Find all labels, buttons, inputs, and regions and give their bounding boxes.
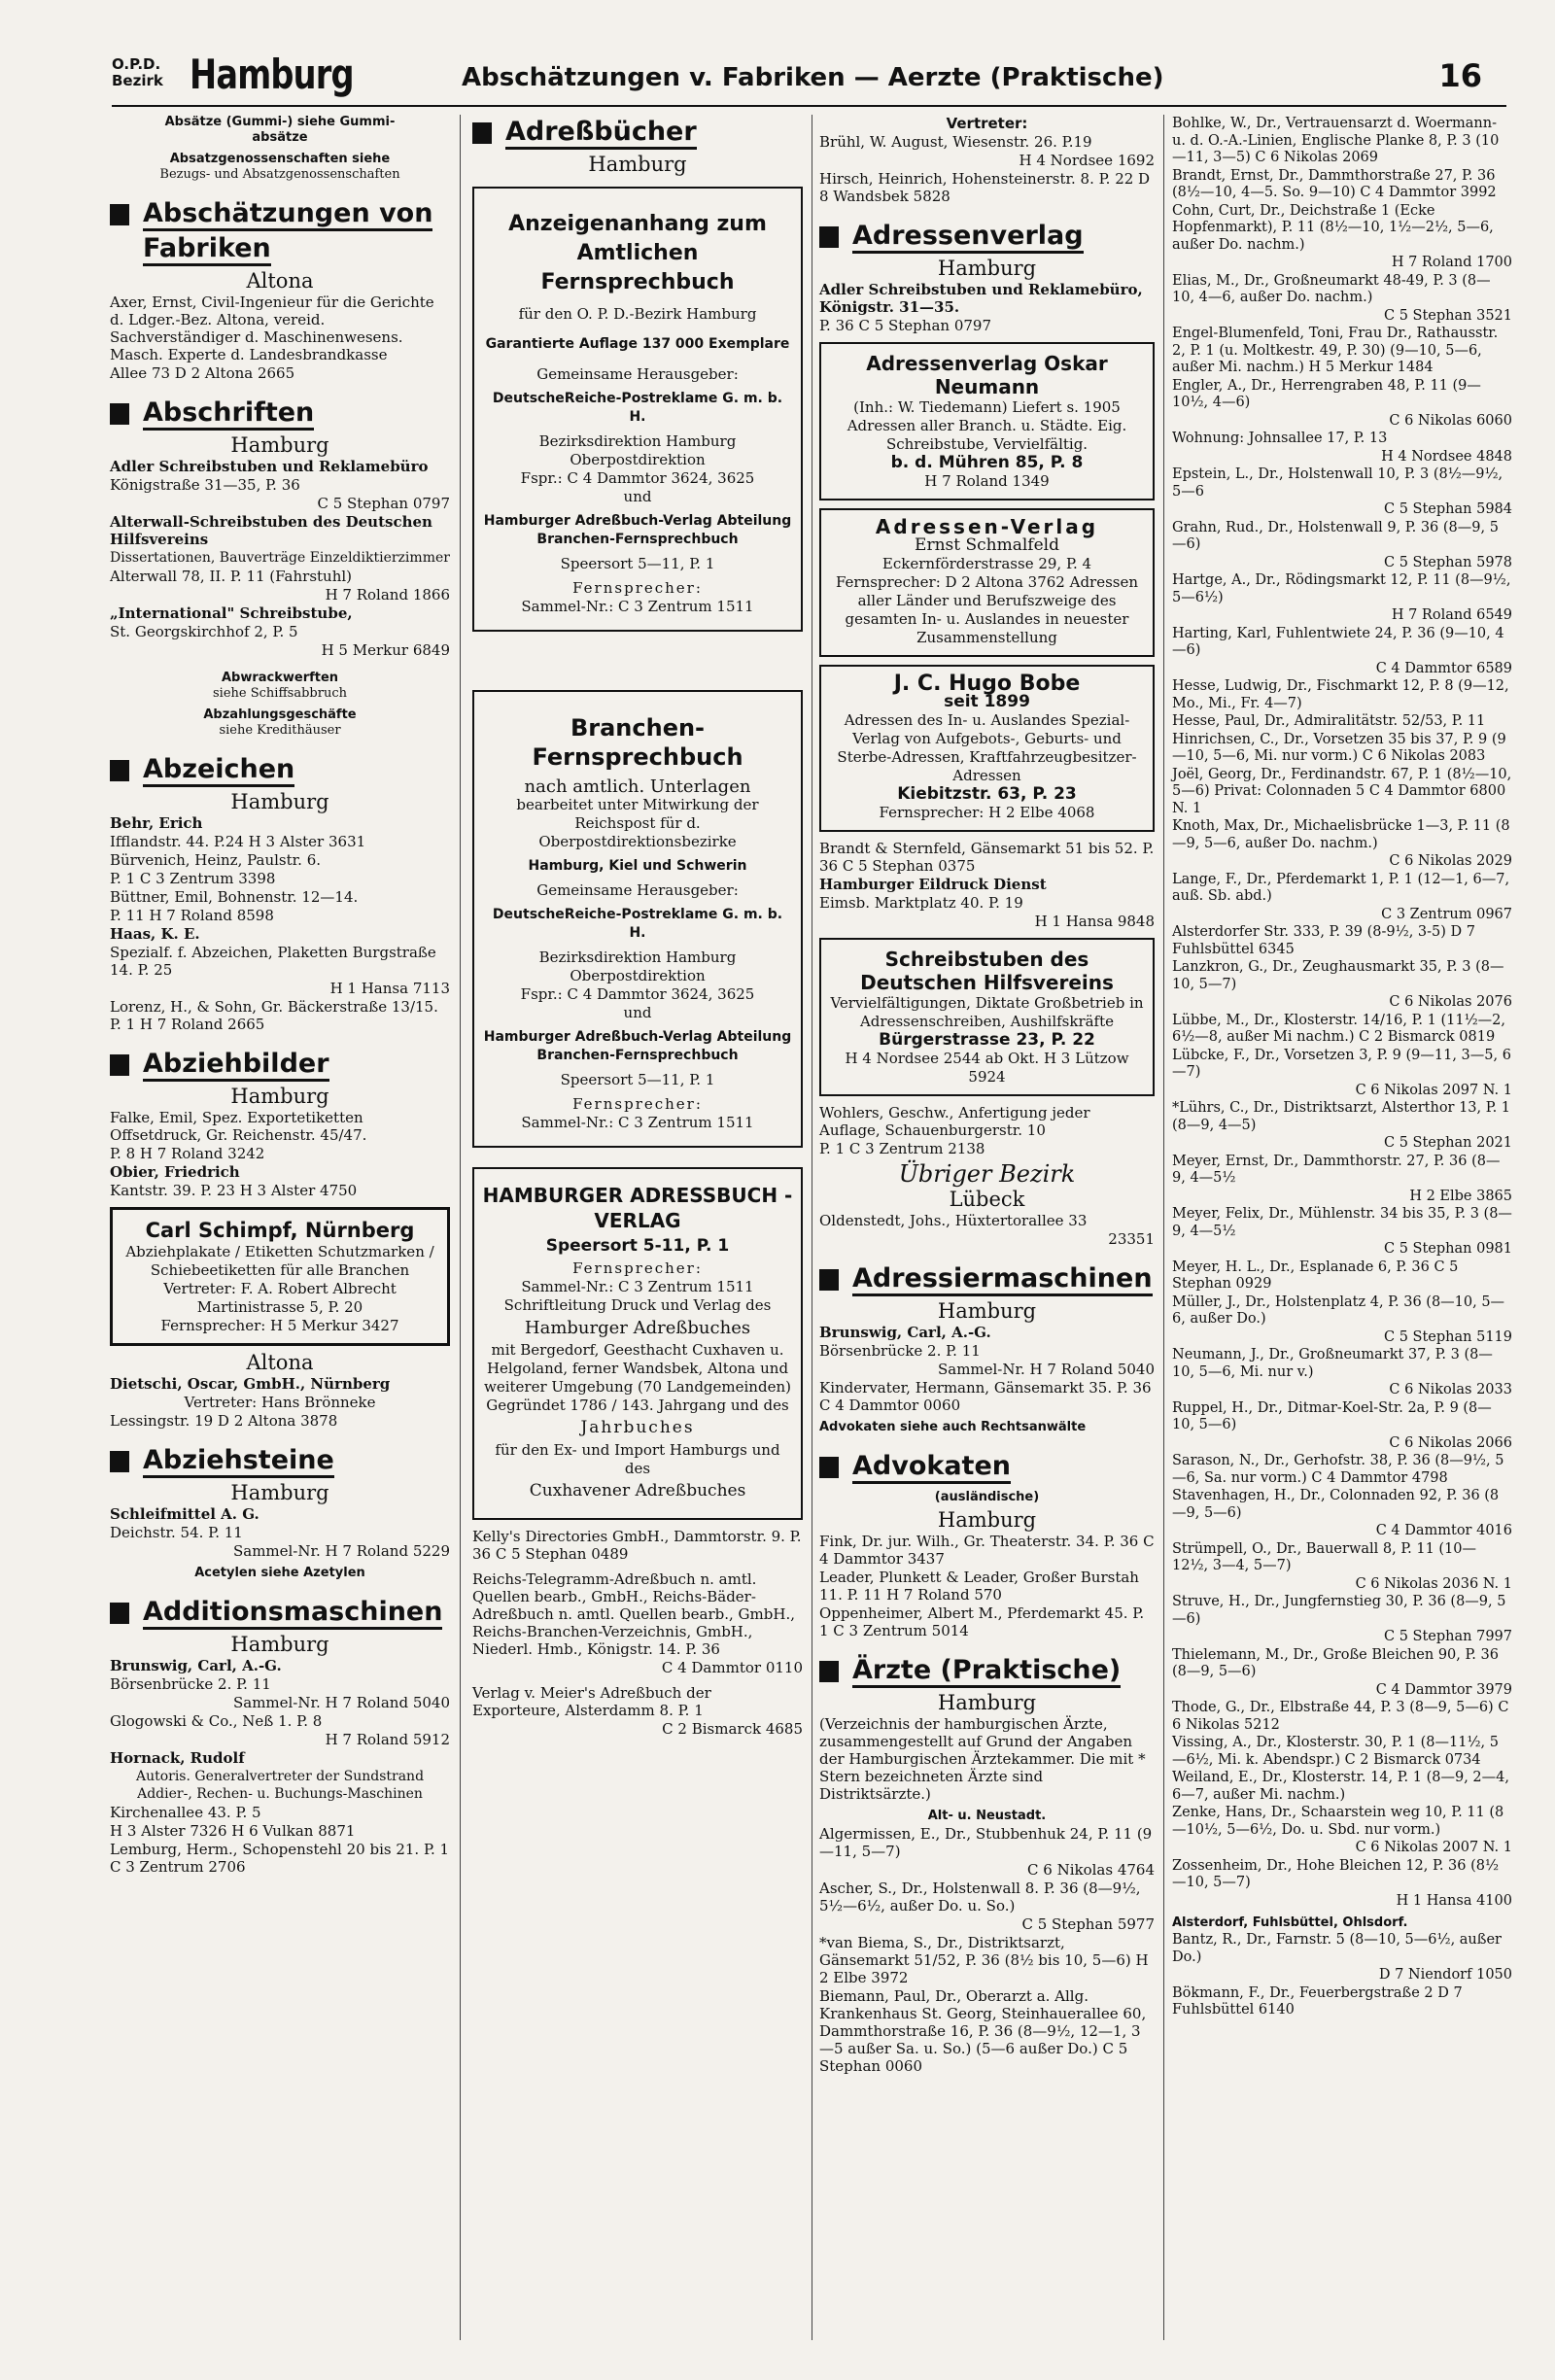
entry-elias-phone: C 5 Stephan 3521 xyxy=(1384,307,1512,324)
entry-brunswig: Brunswig, Carl, A.-G. xyxy=(819,1324,991,1341)
city-heading: Hamburg xyxy=(230,1633,329,1656)
column-divider-3 xyxy=(1163,115,1164,2340)
column-1 xyxy=(110,115,450,1877)
entry-international: „International" Schreibstube, xyxy=(110,604,353,622)
entry-engler-phone: C 6 Nikolas 6060 xyxy=(1389,412,1512,429)
entry-struve: Struve, H., Dr., Jungfernstieg 30, P. 36 (8—9, 5—6) xyxy=(1172,1594,1506,1627)
entry-mueller: Müller, J., Dr., Holstenplatz 4, P. 36 (8—10, 5—6, außer Do.) xyxy=(1172,1293,1505,1327)
entry-zossenheim-phone: H 1 Hansa 4100 xyxy=(1396,1892,1512,1909)
entry-oppenheimer: Oppenheimer, Albert M., Pferdemarkt 45. P. 1 C 3 Zentrum 5014 xyxy=(819,1604,1145,1639)
ad-box-neumann: Adressenverlag Oskar Neumann (Inh.: W. Tiedemann) Liefert s. 1905 Adressen aller Branch. u. Städte. Eig. Schreibstube, Vervielfältig. b. d. Mühren 85, P. 8 H 7 Roland 1349 xyxy=(819,342,1155,500)
entry-oldenstedt-phone: 23351 xyxy=(1108,1230,1155,1248)
entry-behr: Behr, Erich xyxy=(110,814,203,832)
entry-meier-phone: C 2 Bismarck 4685 xyxy=(662,1720,803,1738)
entry-wohlers-phone: P. 1 C 3 Zentrum 2138 xyxy=(819,1140,985,1157)
entry-brandt-sternfeld: Brandt & Sternfeld, Gänsemarkt 51 bis 52. P. 36 C 5 Stephan 0375 xyxy=(819,840,1155,875)
entry-zenke-phone: C 6 Nikolas 2007 N. 1 xyxy=(1355,1840,1512,1855)
entry-international-phone: H 5 Merkur 6849 xyxy=(321,641,450,659)
entry-thielemann: Thielemann, M., Dr., Große Bleichen 90, P. 36 (8—9, 5—6) xyxy=(1172,1646,1499,1679)
entry-schleifmittel: Schleifmittel A. G. xyxy=(110,1505,259,1523)
city-heading: Hamburg xyxy=(230,433,329,457)
entry-eildruck-address: Eimsb. Marktplatz 40. P. 19 xyxy=(819,894,1023,912)
entry-dietschi-rep: Vertreter: Hans Brönneke xyxy=(184,1394,376,1411)
city-heading: Altona xyxy=(246,1351,314,1374)
entry-thielemann-phone: C 4 Dammtor 3979 xyxy=(1375,1681,1512,1698)
entry-wohlers: Wohlers, Geschw., Anfertigung jeder Auflage, Schauenburgerstr. 10 xyxy=(819,1104,1090,1139)
entry-alterwall-desc: Dissertationen, Bauverträge Einzeldiktierzimmer xyxy=(110,550,450,566)
ad-branchen-title: Branchen-Fernsprechbuch xyxy=(532,714,743,771)
entry-grahn: Grahn, Rud., Dr., Holstenwall 9, P. 36 (8—9, 5—6) xyxy=(1172,519,1499,552)
entry-adler-phone: C 5 Stephan 0797 xyxy=(317,495,450,512)
entry-buettner: Büttner, Emil, Bohnenstr. 12—14. xyxy=(110,888,359,906)
entry-kindervater: Kindervater, Hermann, Gänsemarkt 35. P. 36 C 4 Dammtor 0060 xyxy=(819,1379,1152,1414)
entry-falke: Falke, Emil, Spez. Exportetiketten Offsetdruck, Gr. Reichenstr. 45/47. xyxy=(110,1109,367,1144)
ref-abzahlungsgeschaefte: Abzahlungsgeschäfte siehe Kredithäuser xyxy=(203,707,357,738)
entry-engler: Engler, A., Dr., Herrengraben 48, P. 11 (9—10½, 4—6) xyxy=(1172,377,1481,410)
entry-grahn-phone: C 5 Stephan 5978 xyxy=(1384,554,1512,570)
entry-joel: Joël, Georg, Dr., Ferdinandstr. 67, P. 1 (8½—10, 5—6) Privat: Colonnaden 5 C 4 Dammtor 6800 N. 1 xyxy=(1172,766,1512,816)
ad-schimpf-phone: Fernsprecher: H 5 Merkur 3427 xyxy=(160,1317,399,1334)
entry-engler-wohnung: Wohnung: Johnsallee 17, P. 13 xyxy=(1172,431,1388,446)
vertreter-heading: Vertreter: xyxy=(946,115,1028,132)
entry-hornack-desc: Autoris. Generalvertreter der Sundstrand Addier-, Rechen- u. Buchungs-Maschinen xyxy=(135,1769,425,1802)
entry-eildruck: Hamburger Eildruck Dienst xyxy=(819,876,1047,893)
entry-cohn-phone: H 7 Roland 1700 xyxy=(1391,255,1512,270)
entry-bohlke: Bohlke, W., Dr., Vertrauensarzt d. Woermann- u. d. O.-A.-Linien, Englische Planke 8, P. 3 (10—11, 3—5) C 6 Nikolas 2069 xyxy=(1172,116,1500,165)
entry-luebbe: Lübbe, M., Dr., Klosterstr. 14/16, P. 1 (11½—2, 6½—8, außer Mi nachm.) C 2 Bismarck 0819 xyxy=(1172,1012,1505,1045)
section-abziehbilder: Abziehbilder xyxy=(110,1047,450,1082)
entry-meyer-felix-phone: C 5 Stephan 0981 xyxy=(1384,1241,1512,1257)
section-adressbuecher: Adreßbücher xyxy=(472,115,803,150)
entry-meyer-felix: Meyer, Felix, Dr., Mühlenstr. 34 bis 35, P. 3 (8—9, 4—5½ xyxy=(1172,1206,1512,1239)
entry-alterwall-phone: H 7 Roland 1866 xyxy=(325,586,450,604)
entry-axer: Axer, Ernst, Civil-Ingenieur für die Gerichte d. Ldger.-Bez. Altona, vereid. Sachverständiger d. Maschinenwesens. Masch. Experte d. Landesbrandkasse xyxy=(110,293,434,363)
entry-reichs: Reichs-Telegramm-Adreßbuch n. amtl. Quellen bearb., GmbH., Reichs-Bäder-Adreßbuch n. amtl. Quellen bearb., GmbH., Reichs-Branchen-Verzeichnis, GmbH., Niederl. Hmb., Königstr. 14. P. 36 xyxy=(472,1570,795,1658)
column-3 xyxy=(819,115,1155,2076)
ad-anzeigenanhang-title: Anzeigenanhang zum Amtlichen Fernsprechbuch xyxy=(508,212,767,294)
entry-schleifmittel-phone: Sammel-Nr. H 7 Roland 5229 xyxy=(232,1542,450,1560)
ad-schimpf-rep: Vertreter: F. A. Robert Albrecht Martinistrasse 5, P. 20 xyxy=(163,1280,397,1316)
entry-weiland: Weiland, E., Dr., Klosterstr. 14, P. 1 (8—9, 2—4, 6—7, außer Mi. nachm.) xyxy=(1172,1770,1509,1803)
entry-ascher: Ascher, S., Dr., Holstenwall 8. P. 36 (8—9½, 5½—6½, außer Do. u. So.) xyxy=(819,1880,1141,1914)
section-advokaten: Advokaten xyxy=(819,1449,1155,1484)
entry-glogowski-phone: H 7 Roland 5912 xyxy=(325,1731,450,1748)
entry-international-address: St. Georgskirchhof 2, P. 5 xyxy=(110,623,298,640)
column-divider-1 xyxy=(460,115,461,2340)
ad-box-adressbuch-verlag: HAMBURGER ADRESSBUCH - VERLAG Speersort 5-11, P. 1 Fernsprecher: Sammel-Nr.: C 3 Zentrum 1511 Schriftleitung Druck und Verlag des Hamburger Adreßbuches mit Bergedorf, Geesthacht Cuxhaven u. Helgoland, ferner Wandsbek, Altona und weiterer Umgebung (70 Landgemeinden) Gegründet 1786 / 143. Jahrgang und des Jahrbuches für den Ex- und Import Hamburgs und des Cuxhavener Adreßbuches xyxy=(472,1167,803,1520)
section-abziehsteine: Abziehsteine xyxy=(110,1443,450,1478)
entry-zossenheim: Zossenheim, Dr., Hohe Bleichen 12, P. 36 (8½—10, 5—7) xyxy=(1172,1857,1500,1890)
entry-haas-phone: H 1 Hansa 7113 xyxy=(329,980,450,997)
ad-anzeigenanhang-auflage: Garantierte Auflage 137 000 Exemplare xyxy=(485,336,790,352)
section-aerzte: Ärzte (Praktische) xyxy=(819,1653,1155,1688)
entry-meyer-hl: Meyer, H. L., Dr., Esplanade 6, P. 36 C 5 Stephan 0929 xyxy=(1172,1259,1459,1292)
entry-hesse-ludwig: Hesse, Ludwig, Dr., Fischmarkt 12, P. 8 (9—12, Mo., Mi., Fr. 4—7) xyxy=(1172,678,1509,711)
ad-box-hilfsverein: Schreibstuben des Deutschen Hilfsvereins Vervielfältigungen, Diktate Großbetrieb in Adressenschreiben, Aushilfskräfte Bürgerstrasse 23, P. 22 H 4 Nordsee 2544 ab Okt. H 3 Lützow 5924 xyxy=(819,938,1155,1096)
entry-adler: Adler Schreibstuben und Reklamebüro, Königstr. 31—35. xyxy=(819,281,1143,316)
entry-dietschi: Dietschi, Oscar, GmbH., Nürnberg xyxy=(110,1375,391,1393)
entry-harting-phone: C 4 Dammtor 6589 xyxy=(1375,660,1512,676)
header-title: Abschätzungen v. Fabriken — Aerzte (Praktische) xyxy=(462,63,1164,92)
entry-obier-address: Kantstr. 39. P. 23 H 3 Alster 4750 xyxy=(110,1182,358,1199)
entry-stavenhagen: Stavenhagen, H., Dr., Colonnaden 92, P. 36 (8—9, 5—6) xyxy=(1172,1488,1500,1521)
entry-hesse-paul: Hesse, Paul, Dr., Admiralitätstr. 52/53, P. 11 xyxy=(1172,713,1486,729)
ad-box-schmalfeld: Adressen-Verlag Ernst Schmalfeld Eckernförderstrasse 29, P. 4 Fernsprecher: D 2 Altona 3762 Adressen aller Länder und Berufszweige des gesamten In- u. Auslandes in neuester Zusammenstellung xyxy=(819,508,1155,657)
entry-vissing: Vissing, A., Dr., Klosterstr. 30, P. 1 (8—11½, 5—6½, Mi. k. Abendspr.) C 2 Bismarck 0734 xyxy=(1172,1735,1499,1768)
city-heading: Altona xyxy=(246,269,314,293)
entry-kelly: Kelly's Directories GmbH., Dammtorstr. 9. P. 36 C 5 Stephan 0489 xyxy=(472,1528,802,1563)
entry-struempell-phone: C 6 Nikolas 2036 N. 1 xyxy=(1355,1575,1512,1592)
city-heading: Hamburg xyxy=(937,1508,1037,1532)
entry-schleifmittel-address: Deichstr. 54. P. 11 xyxy=(110,1524,243,1541)
page-header xyxy=(112,51,1482,105)
entry-glogowski: Glogowski & Co., Neß 1. P. 8 xyxy=(110,1712,323,1730)
entry-elias: Elias, M., Dr., Großneumarkt 48-49, P. 3 (8—10, 4—6, außer Do. nachm.) xyxy=(1172,272,1491,305)
entry-alterwall: Alterwall-Schreibstuben des Deutschen Hilfsvereins xyxy=(110,513,432,548)
entry-adler: Adler Schreibstuben und Reklamebüro xyxy=(110,458,429,475)
ad-verlag-title: HAMBURGER ADRESSBUCH - VERLAG xyxy=(482,1184,793,1232)
entry-bantz: Bantz, R., Dr., Farnstr. 5 (8—10, 5—6½, außer Do.) xyxy=(1172,1932,1502,1965)
header-city: Hamburg xyxy=(190,51,354,98)
entry-brunswig-phone: Sammel-Nr. H 7 Roland 5040 xyxy=(232,1694,450,1711)
entry-cohn: Cohn, Curt, Dr., Deichstraße 1 (Ecke Hopfenmarkt), P. 11 (8½—10, 1½—2½, 5—6, außer Do. nachm.) xyxy=(1172,202,1494,253)
city-heading: Hamburg xyxy=(230,1085,329,1108)
entry-lanzkron: Lanzkron, G., Dr., Zeughausmarkt 35, P. 3 (8—10, 5—7) xyxy=(1172,959,1504,992)
section-additionsmaschinen: Additionsmaschinen xyxy=(110,1595,450,1630)
page-number: 16 xyxy=(1438,57,1482,94)
entry-behr-address: Ifflandstr. 44. P.24 H 3 Alster 3631 xyxy=(110,833,366,850)
entry-hornack-phone: H 3 Alster 7326 H 6 Vulkan 8871 xyxy=(110,1822,356,1840)
entry-lemburg: Lemburg, Herm., Schopenstehl 20 bis 21. P. 1 C 3 Zentrum 2706 xyxy=(110,1841,450,1876)
column-4 xyxy=(1172,115,1512,2020)
ref-absatzgenossenschaften: Absatzgenossenschaften siehe Bezugs- und Absatzgenossenschaften xyxy=(159,152,400,182)
ad-box-branchen-fernsprechbuch: Branchen-Fernsprechbuch nach amtlich. Unterlagen bearbeitet unter Mitwirkung der Reichspost für d. Oberpostdirektionsbezirke Hamburg, Kiel und Schwerin Gemeinsame Herausgeber: DeutscheReiche-Postreklame G. m. b. H. Bezirksdirektion Hamburg Oberpostdirektion Fspr.: C 4 Dammtor 3624, 3625 und Hamburger Adreßbuch-Verlag Abteilung Branchen-Fernsprechbuch Speersort 5—11, P. 1 Fernsprecher: Sammel-Nr.: C 3 Zentrum 1511 xyxy=(472,690,803,1148)
entry-obier: Obier, Friedrich xyxy=(110,1163,240,1181)
section-abschriften: Abschriften xyxy=(110,396,450,431)
entry-adler-address: Königstraße 31—35, P. 36 xyxy=(110,476,300,494)
entry-engler-wohnung-phone: H 4 Nordsee 4848 xyxy=(1381,448,1512,465)
entry-lange-phone: C 3 Zentrum 0967 xyxy=(1381,906,1512,922)
section-adressiermaschinen: Adressiermaschinen xyxy=(819,1261,1155,1296)
entry-hornack-address: Kirchenallee 43. P. 5 xyxy=(110,1804,261,1821)
entry-bantz-phone: D 7 Niendorf 1050 xyxy=(1378,1967,1512,1983)
entry-neumann-phone: C 6 Nikolas 2033 xyxy=(1389,1382,1512,1397)
entry-haas: Haas, K. E. xyxy=(110,925,200,943)
subheading-alt-neustadt: Alt- u. Neustadt. xyxy=(927,1809,1047,1823)
entry-meyer-ernst: Meyer, Ernst, Dr., Dammthorstr. 27, P. 36 (8—9, 4—5½ xyxy=(1172,1153,1501,1186)
entry-boekmann: Bökmann, F., Dr., Feuerbergstraße 2 D 7 Fuhlsbüttel 6140 xyxy=(1172,1984,1463,2018)
city-heading: Hamburg xyxy=(937,257,1037,280)
entry-brunswig: Brunswig, Carl, A.-G. xyxy=(110,1657,282,1674)
entry-haas-desc: Spezialf. f. Abzeichen, Plaketten Burgstraße 14. P. 25 xyxy=(110,944,436,979)
uebriger-bezirk: Übriger Bezirk xyxy=(898,1160,1076,1188)
entry-meyer-ernst-phone: H 2 Elbe 3865 xyxy=(1409,1188,1512,1204)
city-heading: Hamburg xyxy=(937,1299,1037,1323)
entry-adler-phone: P. 36 C 5 Stephan 0797 xyxy=(819,317,991,334)
aerzte-note: (Verzeichnis der hamburgischen Ärzte, zusammengestellt auf Grund der Angaben der Hamburgischen Ärztekammer. Die mit * Stern bezeichneten Ärzte sind Distriktsärzte.) xyxy=(819,1715,1146,1803)
city-heading: Hamburg xyxy=(230,1481,329,1504)
entry-epstein: Epstein, L., Dr., Holstenwall 10, P. 3 (8½—9½, 5—6 xyxy=(1172,466,1503,500)
section-abzeichen: Abzeichen xyxy=(110,752,450,787)
entry-luebcke: Lübcke, F., Dr., Vorsetzen 3, P. 9 (9—11, 3—5, 6—7) xyxy=(1172,1047,1511,1080)
entry-brunswig-address: Börsenbrücke 2. P. 11 xyxy=(819,1342,981,1360)
entry-neumann: Neumann, J., Dr., Großneumarkt 37, P. 3 (8—10, 5—6, Mi. nur v.) xyxy=(1172,1347,1493,1380)
entry-zenke: Zenke, Hans, Dr., Schaarstein weg 10, P. 11 (8—10½, 5—6½, Do. u. Sbd. nur vorm.) xyxy=(1172,1805,1504,1838)
column-2 xyxy=(472,115,803,1739)
entry-thode: Thode, G., Dr., Elbstraße 44, P. 3 (8—9, 5—6) C 6 Nikolas 5212 xyxy=(1172,1700,1509,1733)
entry-harting: Harting, Karl, Fuhlentwiete 24, P. 36 (9—10, 4—6) xyxy=(1172,625,1504,658)
entry-dietschi-address: Lessingstr. 19 D 2 Altona 3878 xyxy=(110,1412,338,1430)
entry-lange-2: Alsterdorfer Str. 333, P. 39 (8-9½, 3-5) D 7 Fuhlsbüttel 6345 xyxy=(1172,924,1475,957)
entry-hirsch: Hirsch, Heinrich, Hohensteinerstr. 8. P. 22 D 8 Wandsbek 5828 xyxy=(819,170,1151,205)
ad-anzeigenanhang-sub: für den O. P. D.-Bezirk Hamburg xyxy=(518,305,757,323)
entry-hinrichsen: Hinrichsen, C., Dr., Vorsetzen 35 bis 37, P. 9 (9—10, 5—6, Mi. nur vorm.) C 6 Nikolas 2083 xyxy=(1172,731,1506,764)
entry-brunswig-phone: Sammel-Nr. H 7 Roland 5040 xyxy=(937,1361,1155,1378)
entry-hartge: Hartge, A., Dr., Rödingsmarkt 12, P. 11 (8—9½, 5—6½) xyxy=(1172,572,1511,605)
entry-knoth: Knoth, Max, Dr., Michaelisbrücke 1—3, P. 11 (8—9, 5—6, außer Do. nachm.) xyxy=(1172,818,1510,851)
entry-stavenhagen-phone: C 4 Dammtor 4016 xyxy=(1375,1523,1512,1538)
entry-luehrs-phone: C 5 Stephan 2021 xyxy=(1384,1135,1512,1151)
entry-fink: Fink, Dr. jur. Wilh., Gr. Theaterstr. 34. P. 36 C 4 Dammtor 3437 xyxy=(819,1533,1155,1568)
ref-abwrackwerften: Abwrackwerften siehe Schiffsabbruch xyxy=(213,671,347,701)
entry-biemann: Biemann, Paul, Dr., Oberarzt a. Allg. Krankenhaus St. Georg, Steinhauerallee 60, Dammthorstraße 16, P. 36 (8—9½, 12—1, 3—5 außer Sa. u. So.) (5—6 außer Do.) C 5 Stephan 0060 xyxy=(819,1987,1147,2075)
entry-ruppel: Ruppel, H., Dr., Ditmar-Koel-Str. 2a, P. 9 (8—10, 5—6) xyxy=(1172,1399,1492,1432)
entry-bruehl-phone: H 4 Nordsee 1692 xyxy=(1019,152,1155,169)
city-heading: Hamburg xyxy=(588,153,687,176)
entry-meier: Verlag v. Meier's Adreßbuch der Exporteure, Alsterdamm 8. P. 1 xyxy=(472,1684,711,1719)
entry-lanzkron-phone: C 6 Nikolas 2076 xyxy=(1389,994,1512,1010)
entry-buervenich: Bürvenich, Heinz, Paulstr. 6. xyxy=(110,851,322,869)
entry-ruppel-phone: C 6 Nikolas 2066 xyxy=(1389,1434,1512,1451)
advokaten-sub: (ausländische) xyxy=(934,1490,1040,1504)
entry-brunswig-address: Börsenbrücke 2. P. 11 xyxy=(110,1675,271,1693)
ad-box-bobe: J. C. Hugo Bobe seit 1899 Adressen des In- u. Auslandes Spezial-Verlag von Aufgebots-, Geburts- und Sterbe-Adressen, Kraftfahrzeugbesitzer-Adressen Kiebitzstr. 63, P. 23 Fernsprecher: H 2 Elbe 4068 xyxy=(819,665,1155,832)
entry-biema: *van Biema, S., Dr., Distriktsarzt, Gänsemarkt 51/52, P. 36 (8½ bis 10, 5—6) H 2 Elbe 3972 xyxy=(819,1934,1149,1986)
entry-lorenz: Lorenz, H., & Sohn, Gr. Bäckerstraße 13/15. P. 1 H 7 Roland 2665 xyxy=(110,998,438,1033)
entry-struve-phone: C 5 Stephan 7997 xyxy=(1384,1629,1512,1644)
subheading-alsterdorf: Alsterdorf, Fuhlsbüttel, Ohlsdorf. xyxy=(1172,1915,1408,1930)
entry-buettner-phone: P. 11 H 7 Roland 8598 xyxy=(110,907,274,924)
entry-engel: Engel-Blumenfeld, Toni, Frau Dr., Rathausstr. 2, P. 1 (u. Moltkestr. 49, P. 30) (9—10, 5—6, außer Mi. nachm.) H 5 Merkur 1484 xyxy=(1172,326,1499,375)
section-abschaetzungen: Abschätzungen von Fabriken xyxy=(110,196,450,266)
entry-bruehl: Brühl, W. August, Wiesenstr. 26. P.19 xyxy=(819,133,1092,151)
entry-alterwall-address: Alterwall 78, II. P. 11 (Fahrstuhl) xyxy=(110,568,353,585)
entry-mueller-phone: C 5 Stephan 5119 xyxy=(1384,1328,1512,1345)
ad-schimpf-title: Carl Schimpf, Nürnberg xyxy=(145,1219,415,1242)
ad-schimpf-body: Abziehplakate / Etiketten Schutzmarken / Schiebeetiketten für alle Branchen xyxy=(125,1243,434,1279)
section-adressenverlag: Adressenverlag xyxy=(819,219,1155,254)
entry-leader: Leader, Plunkett & Leader, Großer Burstah 11. P. 11 H 7 Roland 570 xyxy=(819,1569,1139,1604)
entry-eildruck-phone: H 1 Hansa 9848 xyxy=(1034,913,1155,930)
ad-box-schimpf xyxy=(110,1207,450,1346)
entry-algermissen-phone: C 6 Nikolas 4764 xyxy=(1027,1861,1155,1879)
city-heading: Hamburg xyxy=(230,790,329,813)
entry-hartge-phone: H 7 Roland 6549 xyxy=(1391,607,1512,623)
entry-hornack: Hornack, Rudolf xyxy=(110,1749,245,1767)
entry-axer-address: Allee 73 D 2 Altona 2665 xyxy=(110,364,295,382)
entry-falke-phone: P. 8 H 7 Roland 3242 xyxy=(110,1145,265,1162)
entry-oldenstedt: Oldenstedt, Johs., Hüxtertorallee 33 xyxy=(819,1212,1088,1229)
ad-box-anzeigenanhang: Anzeigenanhang zum Amtlichen Fernsprechbuch für den O. P. D.-Bezirk Hamburg Garantierte Auflage 137 000 Exemplare Gemeinsame Herausgeber: DeutscheReiche-Postreklame G. m. b. H. Bezirksdirektion Hamburg Oberpostdirektion Fspr.: C 4 Dammtor 3624, 3625 und Hamburger Adreßbuch-Verlag Abteilung Branchen-Fernsprechbuch Speersort 5—11, P. 1 Fernsprecher: Sammel-Nr.: C 3 Zentrum 1511 xyxy=(472,187,803,632)
opd-line2: Bezirk xyxy=(112,72,163,89)
entry-buervenich-phone: P. 1 C 3 Zentrum 3398 xyxy=(110,870,276,887)
ref-acetylen: Acetylen siehe Azetylen xyxy=(194,1566,365,1580)
ref-absaetze: Absätze (Gummi-) siehe Gummi- absätze xyxy=(164,115,396,145)
entry-reichs-phone: C 4 Dammtor 0110 xyxy=(661,1659,803,1676)
entry-sarason: Sarason, N., Dr., Gerhofstr. 38, P. 36 (8—9½, 5—6, Sa. nur vorm.) C 4 Dammtor 4798 xyxy=(1172,1453,1504,1486)
entry-epstein-phone: C 5 Stephan 5984 xyxy=(1384,501,1512,517)
entry-struempell: Strümpell, O., Dr., Bauerwall 8, P. 11 (10—12½, 3—4, 5—7) xyxy=(1172,1540,1477,1573)
entry-ascher-phone: C 5 Stephan 5977 xyxy=(1021,1915,1155,1933)
opd-line1: O.P.D. xyxy=(112,55,161,73)
entry-knoth-phone: C 6 Nikolas 2029 xyxy=(1389,853,1512,869)
header-rule xyxy=(112,105,1506,107)
entry-luehrs: *Lührs, C., Dr., Distriktsarzt, Alsterthor 13, P. 1 (8—9, 4—5) xyxy=(1172,1100,1511,1133)
opd-label xyxy=(112,56,163,89)
city-heading: Hamburg xyxy=(937,1691,1037,1714)
entry-brandt: Brandt, Ernst, Dr., Dammthorstraße 27, P. 36 (8½—10, 4—5. So. 9—10) C 4 Dammtor 3992 xyxy=(1172,167,1497,200)
ref-advokaten: Advokaten siehe auch Rechtsanwälte xyxy=(819,1420,1087,1434)
city-heading: Lübeck xyxy=(949,1188,1025,1211)
entry-algermissen: Algermissen, E., Dr., Stubbenhuk 24, P. 11 (9—11, 5—7) xyxy=(819,1825,1153,1860)
entry-luebcke-phone: C 6 Nikolas 2097 N. 1 xyxy=(1355,1082,1512,1098)
entry-lange: Lange, F., Dr., Pferdemarkt 1, P. 1 (12—1, 6—7, auß. Sb. abd.) xyxy=(1172,871,1510,904)
